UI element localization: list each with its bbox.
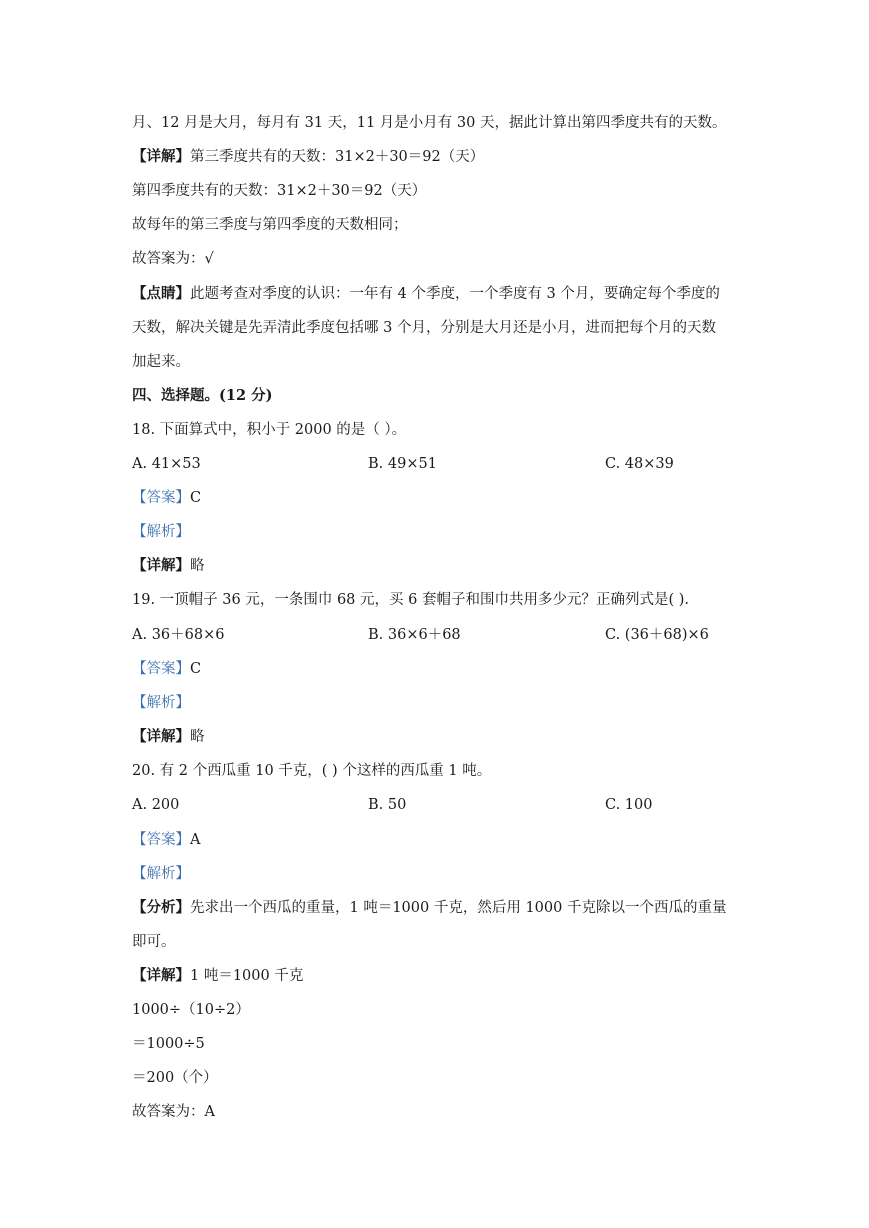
detail-tag: 【详解】	[132, 967, 190, 984]
answer-line	[132, 830, 200, 850]
option-a: A. 200	[132, 797, 180, 813]
analysis-tag: 【解析】	[132, 866, 190, 882]
comment-text: 此题考查对季度的认识：一年有 4 个季度，一个季度有 3 个月，要确定每个季度的	[190, 286, 720, 302]
option-b: B. 50	[368, 797, 407, 813]
calc-line: ＝200（个）	[132, 1070, 218, 1086]
calc-line: ＝1000÷5	[132, 1036, 205, 1052]
answer-tag: 【答案】	[132, 832, 190, 848]
detail-line	[132, 966, 303, 986]
detail-line	[132, 727, 205, 747]
option-b: B. 36×6＋68	[368, 627, 461, 643]
answer-tag: 【答案】	[132, 661, 190, 677]
text-line: 即可。	[132, 934, 176, 950]
option-c: C. 100	[605, 797, 653, 813]
detail-tag: 【详解】	[132, 148, 190, 165]
text-line: 故每年的第三季度与第四季度的天数相同；	[132, 217, 408, 233]
analysis-tag: 【解析】	[132, 695, 190, 711]
option-b: B. 49×51	[368, 456, 437, 472]
detail-tag: 【详解】	[132, 557, 190, 574]
option-c: C. 48×39	[605, 456, 674, 472]
answer-value: C	[190, 661, 202, 677]
text-line: 月、12 月是大月，每月有 31 天，11 月是小月有 30 天，据此计算出第四季度共有的天数。	[132, 115, 727, 131]
detail-line	[132, 556, 205, 576]
fenxi-text: 先求出一个西瓜的重量，1 吨＝1000 千克，然后用 1000 千克除以一个西瓜的重量	[190, 900, 727, 916]
question-stem: 18. 下面算式中，积小于 2000 的是（ ）。	[132, 422, 407, 438]
text-line: 加起来。	[132, 354, 190, 370]
option-a: A. 41×53	[132, 456, 201, 472]
comment-tag: 【点睛】	[132, 285, 190, 302]
question-stem: 20. 有 2 个西瓜重 10 千克，( ) 个这样的西瓜重 1 吨。	[132, 763, 492, 779]
fenxi-tag: 【分析】	[132, 899, 190, 916]
detail-text: 1 吨＝1000 千克	[190, 968, 304, 984]
calc-line: 1000÷（10÷2）	[132, 1002, 250, 1018]
text-line: 第四季度共有的天数：31×2＋30＝92（天）	[132, 183, 427, 199]
section-title: 四、选择题。(12 分)	[132, 387, 273, 404]
answer-line	[132, 488, 201, 508]
text-line: 天数，解决关键是先弄清此季度包括哪 3 个月，分别是大月还是小月，进而把每个月的天数	[132, 320, 716, 336]
analysis-line	[132, 898, 726, 918]
question-stem: 19. 一顶帽子 36 元，一条围巾 68 元，买 6 套帽子和围巾共用多少元？正确列式是( ).	[132, 592, 689, 608]
option-a: A. 36＋68×6	[132, 627, 225, 643]
comment-line	[132, 284, 720, 304]
analysis-tag: 【解析】	[132, 524, 190, 540]
option-c: C. (36＋68)×6	[605, 627, 709, 643]
detail-line	[132, 147, 484, 167]
detail-tag: 【详解】	[132, 728, 190, 745]
detail-text: 略	[190, 558, 205, 574]
detail-text: 第三季度共有的天数：31×2＋30＝92（天）	[190, 149, 485, 165]
answer-line: 故答案为：√	[132, 251, 214, 267]
answer-value: C	[190, 490, 202, 506]
conclusion-line: 故答案为：A	[132, 1104, 215, 1120]
answer-tag: 【答案】	[132, 490, 190, 506]
answer-value: A	[190, 832, 201, 848]
answer-line	[132, 659, 201, 679]
detail-text: 略	[190, 729, 205, 745]
